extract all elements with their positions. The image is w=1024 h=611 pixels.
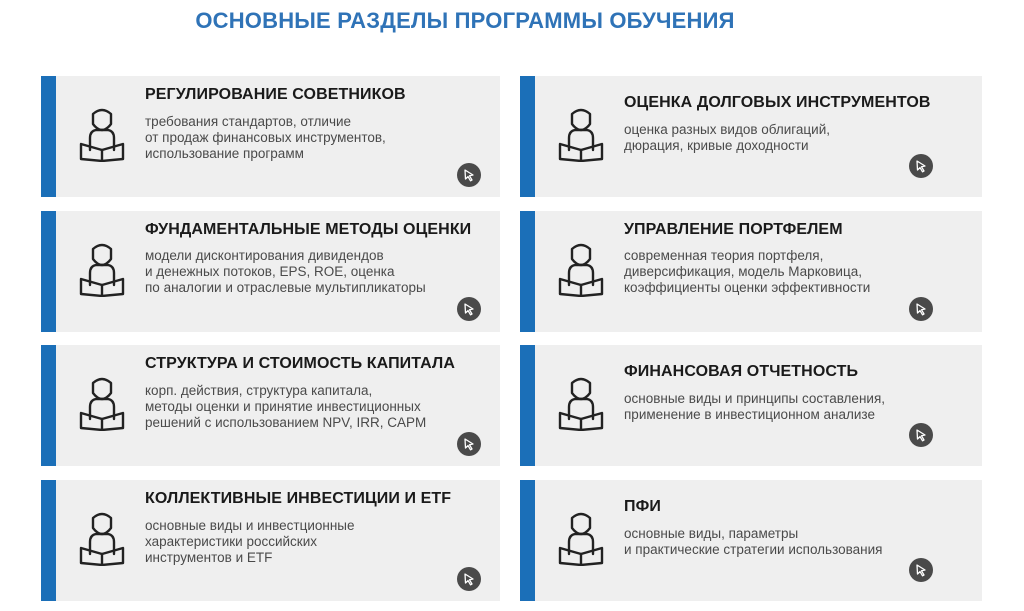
section-card-debt-instruments[interactable] bbox=[520, 76, 982, 197]
section-card-portfolio-management[interactable] bbox=[520, 211, 982, 332]
cursor-arrow-icon bbox=[462, 437, 476, 451]
cursor-arrow-icon bbox=[914, 159, 928, 173]
cursor-arrow-icon[interactable] bbox=[457, 297, 481, 321]
card-description: современная теория портфеля, диверсификация, модель Марковица, коэффициенты оценки эффективности bbox=[624, 248, 871, 295]
cursor-arrow-icon[interactable] bbox=[457, 163, 481, 187]
card-description: оценка разных видов облигаций, дюрация, кривые доходности bbox=[624, 122, 831, 153]
card-title: РЕГУЛИРОВАНИЕ СОВЕТНИКОВ bbox=[145, 86, 406, 103]
card-description: основные виды, параметры и практические стратегии использования bbox=[624, 526, 883, 557]
cursor-arrow-icon[interactable] bbox=[457, 567, 481, 591]
person-reading-icon bbox=[552, 508, 610, 566]
person-reading-icon bbox=[73, 508, 131, 566]
cursor-arrow-icon[interactable] bbox=[909, 154, 933, 178]
person-reading-icon bbox=[552, 104, 610, 162]
card-title: ФИНАНСОВАЯ ОТЧЕТНОСТЬ bbox=[624, 363, 859, 380]
card-title: КОЛЛЕКТИВНЫЕ ИНВЕСТИЦИИ И ETF bbox=[145, 490, 452, 507]
card-title: ПФИ bbox=[624, 498, 661, 515]
card-description: модели дисконтирования дивидендов и денежных потоков, EPS, ROE, оценка по аналогии и отраслевые мультипликаторы bbox=[145, 248, 426, 295]
person-reading-icon bbox=[73, 104, 131, 162]
card-title: УПРАВЛЕНИЕ ПОРТФЕЛЕМ bbox=[624, 221, 843, 238]
person-reading-icon bbox=[552, 373, 610, 431]
card-title: СТРУКТУРА И СТОИМОСТЬ КАПИТАЛА bbox=[145, 355, 455, 372]
card-description: требования стандартов, отличие от продаж финансовых инструментов, использование программ bbox=[145, 114, 386, 161]
section-card-capital-structure[interactable] bbox=[41, 345, 500, 466]
section-card-collective-investments[interactable] bbox=[41, 480, 500, 601]
cursor-arrow-icon bbox=[462, 168, 476, 182]
person-reading-icon bbox=[73, 239, 131, 297]
card-title: ФУНДАМЕНТАЛЬНЫЕ МЕТОДЫ ОЦЕНКИ bbox=[145, 221, 472, 238]
cursor-arrow-icon bbox=[914, 563, 928, 577]
card-description: корп. действия, структура капитала, методы оценки и принятие инвестиционных решений с использованием NPV, IRR, CAPM bbox=[145, 383, 427, 430]
cursor-arrow-icon[interactable] bbox=[909, 297, 933, 321]
section-card-fundamental-methods[interactable] bbox=[41, 211, 500, 332]
card-description: основные виды и инвестционные характеристики российских инструментов и ETF bbox=[145, 518, 355, 565]
cursor-arrow-icon bbox=[914, 302, 928, 316]
section-card-derivatives[interactable] bbox=[520, 480, 982, 601]
person-reading-icon bbox=[552, 239, 610, 297]
cursor-arrow-icon bbox=[462, 572, 476, 586]
person-reading-icon bbox=[73, 373, 131, 431]
cursor-arrow-icon[interactable] bbox=[457, 432, 481, 456]
page-title: ОСНОВНЫЕ РАЗДЕЛЫ ПРОГРАММЫ ОБУЧЕНИЯ bbox=[195, 8, 735, 33]
card-description: основные виды и принципы составления, применение в инвестиционном анализе bbox=[624, 391, 886, 422]
section-card-advisors[interactable] bbox=[41, 76, 500, 197]
cursor-arrow-icon[interactable] bbox=[909, 423, 933, 447]
cursor-arrow-icon bbox=[462, 302, 476, 316]
cursor-arrow-icon bbox=[914, 428, 928, 442]
section-card-financial-reporting[interactable] bbox=[520, 345, 982, 466]
card-title: ОЦЕНКА ДОЛГОВЫХ ИНСТРУМЕНТОВ bbox=[624, 94, 931, 111]
cursor-arrow-icon[interactable] bbox=[909, 558, 933, 582]
